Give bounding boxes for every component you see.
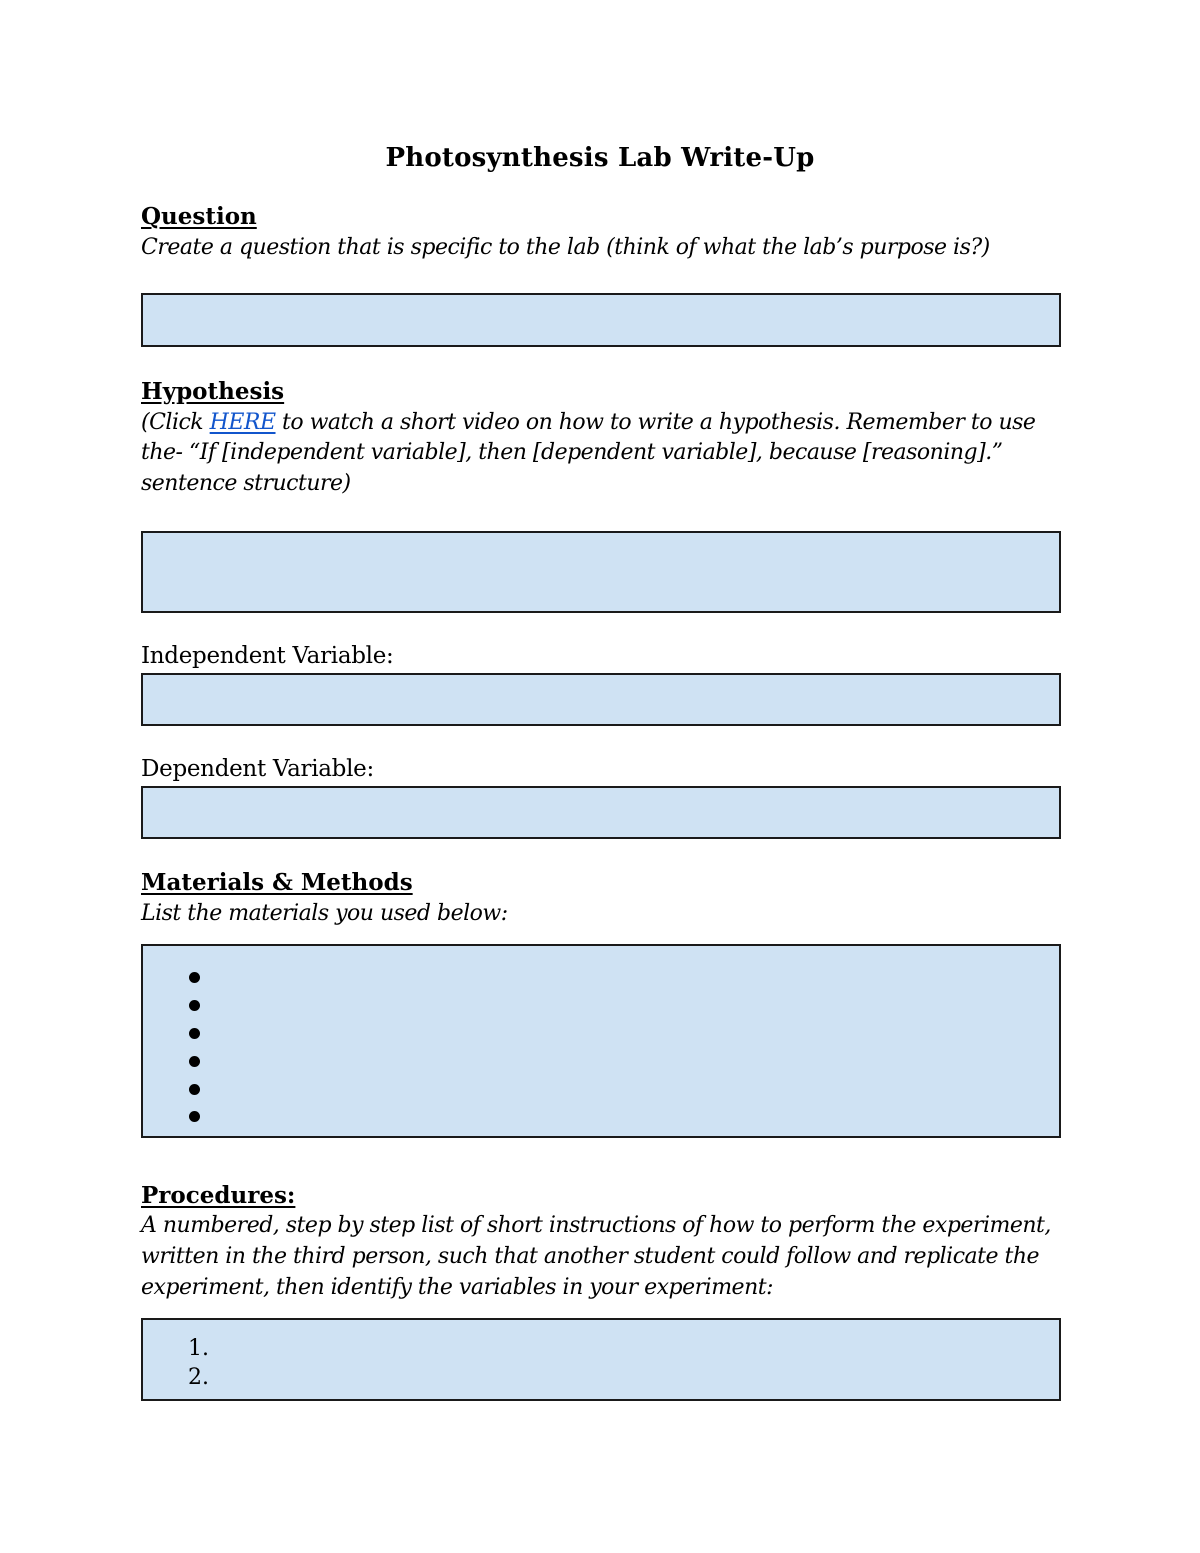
materials-list-box[interactable] bbox=[141, 944, 1061, 1138]
procedures-numbered-list bbox=[188, 1334, 209, 1392]
materials-list-item[interactable] bbox=[189, 1103, 200, 1131]
bullet-icon bbox=[189, 1056, 200, 1067]
materials-instruction: List the materials you used below: bbox=[141, 901, 508, 926]
hypothesis-instruction-line-1 bbox=[141, 408, 1071, 439]
materials-list-item[interactable] bbox=[189, 1047, 200, 1075]
dependent-variable-label: Dependent Variable: bbox=[141, 756, 374, 782]
independent-variable-box[interactable] bbox=[141, 673, 1061, 726]
hypothesis-video-link[interactable]: HERE bbox=[209, 410, 276, 435]
independent-variable-label: Independent Variable: bbox=[141, 643, 394, 669]
materials-bullet-list bbox=[189, 964, 200, 1131]
question-heading: Question bbox=[141, 203, 257, 230]
hypothesis-heading: Hypothesis bbox=[141, 378, 285, 405]
procedures-instruction-line-3: experiment, then identify the variables in your experiment: bbox=[141, 1275, 773, 1300]
hypothesis-instruction-line-3: sentence structure) bbox=[141, 471, 351, 496]
question-instruction: Create a question that is specific to the lab (think of what the lab’s purpose is?) bbox=[141, 235, 990, 260]
materials-list-item[interactable] bbox=[189, 964, 200, 992]
hypothesis-instruction-before-link: (Click bbox=[141, 410, 210, 435]
procedures-heading: Procedures: bbox=[141, 1182, 296, 1209]
materials-heading: Materials & Methods bbox=[141, 869, 413, 896]
procedures-list-box[interactable] bbox=[141, 1318, 1061, 1401]
bullet-icon bbox=[189, 1000, 200, 1011]
materials-list-item[interactable] bbox=[189, 1075, 200, 1103]
bullet-icon bbox=[189, 1084, 200, 1095]
hypothesis-answer-box[interactable] bbox=[141, 531, 1061, 613]
bullet-icon bbox=[189, 1111, 200, 1122]
bullet-icon bbox=[189, 1028, 200, 1039]
bullet-icon bbox=[189, 972, 200, 983]
procedures-instruction-line-2: written in the third person, such that another student could follow and replicate the bbox=[141, 1244, 1040, 1269]
materials-list-item[interactable] bbox=[189, 1020, 200, 1048]
question-answer-box[interactable] bbox=[141, 293, 1061, 347]
procedure-step[interactable]: 1. bbox=[188, 1336, 209, 1361]
hypothesis-instruction-after-link: to watch a short video on how to write a hypothesis. Remember to use bbox=[275, 410, 1036, 435]
procedure-step[interactable]: 2. bbox=[188, 1365, 209, 1390]
dependent-variable-box[interactable] bbox=[141, 786, 1061, 839]
procedures-instruction-line-1: A numbered, step by step list of short instructions of how to perform the experiment, bbox=[141, 1213, 1051, 1238]
materials-list-item[interactable] bbox=[189, 992, 200, 1020]
page-title: Photosynthesis Lab Write-Up bbox=[385, 143, 815, 173]
hypothesis-instruction-line-2: the- “If [independent variable], then [dependent variable], because [reasoning].” bbox=[141, 440, 1003, 465]
